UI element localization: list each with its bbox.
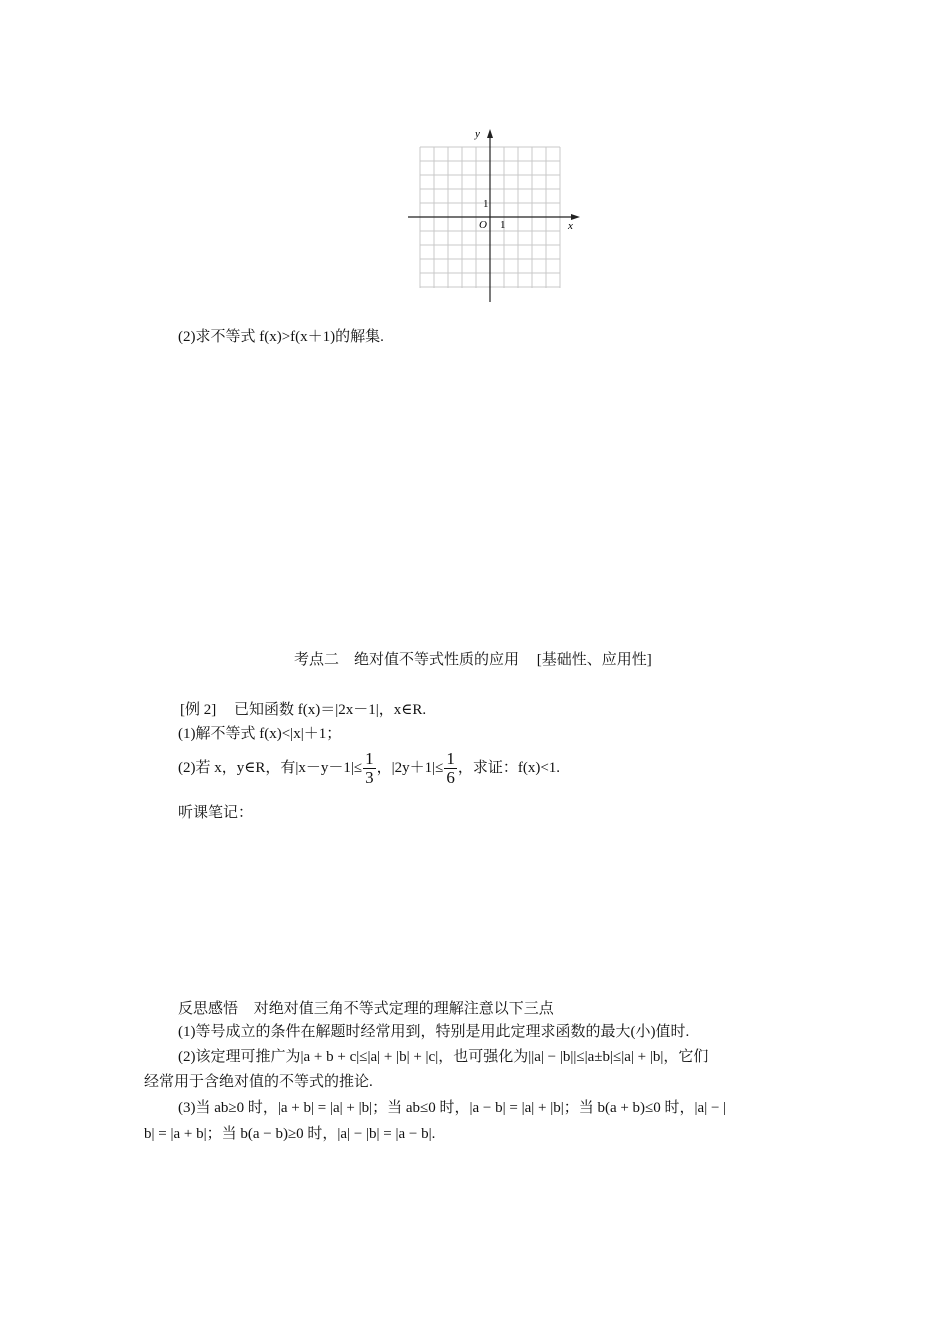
x-unit-label: 1	[500, 219, 506, 231]
q2-part-c: ，求证：f(x)<1.	[457, 759, 561, 776]
part1-question-2: (2)求不等式 f(x)>f(x＋1)的解集.	[178, 329, 384, 345]
fraction-2-denominator: 6	[446, 768, 455, 787]
section-heading	[294, 650, 652, 670]
fraction-1-denominator: 3	[365, 768, 374, 787]
fraction-one-third	[363, 750, 376, 787]
example-2-label: [例 2]	[180, 702, 217, 718]
example-2-stem	[180, 700, 426, 720]
fraction-2-numerator: 1	[446, 749, 455, 768]
reflection-point-1: (1)等号成立的条件在解题时经常用到，特别是用此定理求函数的最大(小)值时.	[178, 1024, 690, 1040]
example-2-question-1: (1)解不等式 f(x)<|x|＋1；	[178, 726, 342, 742]
reflection-point-2-line-1: (2)该定理可推广为|a + b + c|≤|a| + |b| + |c|，也可强化为||a| − |b||≤|a±b|≤|a| + |b|，它们	[178, 1049, 709, 1065]
y-axis-label: y	[475, 128, 480, 140]
origin-label: O	[479, 219, 487, 231]
reflection-heading	[178, 998, 554, 1019]
example-2-question-2	[178, 750, 560, 787]
fraction-1-numerator: 1	[365, 749, 374, 768]
notes-label: 听课笔记：	[178, 803, 254, 821]
q2-part-b: ，|2y＋1|≤	[376, 759, 444, 776]
coordinate-grid	[400, 122, 590, 307]
y-unit-label: 1	[483, 198, 489, 210]
example-2-text: 已知函数 f(x)＝|2x－1|，x∈R.	[234, 702, 427, 718]
reflection-title: 对绝对值三角不等式定理的理解注意以下三点	[253, 999, 554, 1017]
reflection-point-2-line-2: 经常用于含绝对值的不等式的推论.	[144, 1074, 373, 1090]
section-tag: [基础性、应用性]	[536, 652, 652, 668]
y-axis-arrow-icon	[487, 129, 493, 138]
reflection-point-3-line-1: (3)当 ab≥0 时，|a + b| = |a| + |b|；当 ab≤0 时，|a − b| = |a| + |b|；当 b(a + b)≤0 时，|a| − |	[178, 1100, 727, 1116]
reflection-point-3-line-2: b| = |a + b|；当 b(a − b)≥0 时，|a| − |b| = |a − b|.	[144, 1126, 436, 1142]
section-title: 考点二 绝对值不等式性质的应用	[294, 652, 520, 668]
reflection-label: 反思感悟	[178, 1001, 239, 1017]
x-axis-label: x	[568, 220, 573, 232]
fraction-one-sixth	[444, 750, 457, 787]
q2-part-a: (2)若 x，y∈R，有|x－y－1|≤	[178, 759, 363, 776]
